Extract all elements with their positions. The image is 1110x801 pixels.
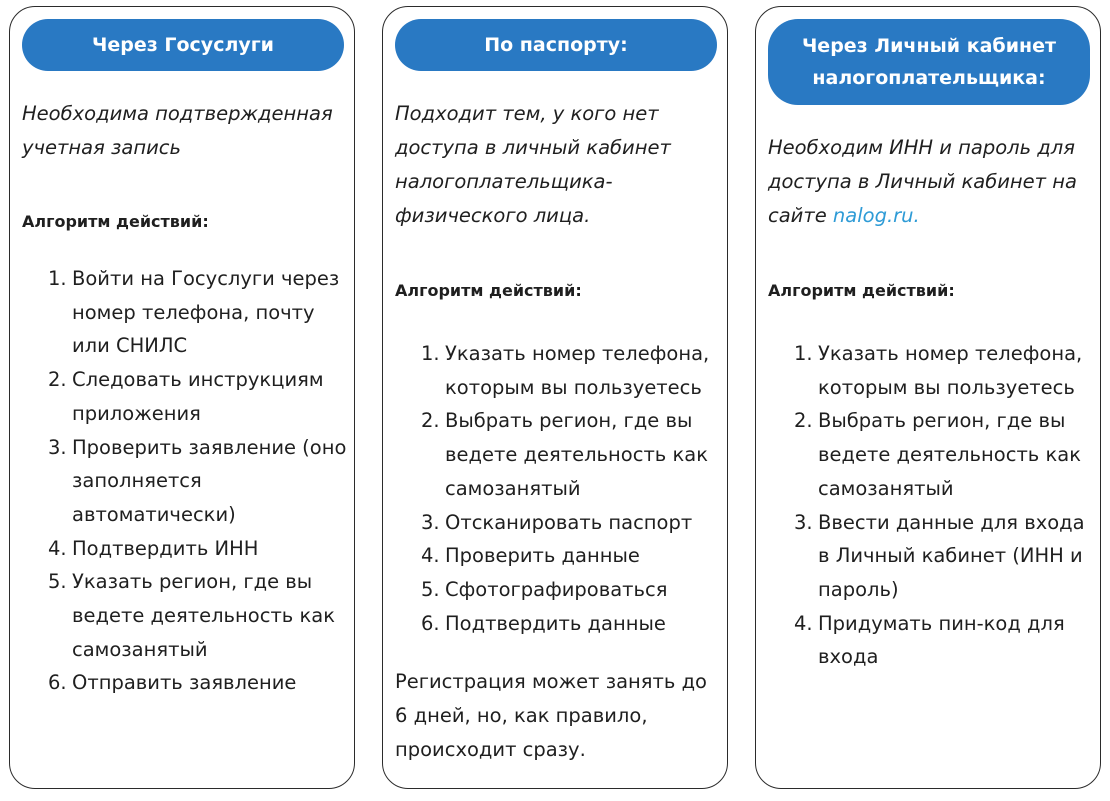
step-text: Указать номер телефона, которым вы пользуетесь	[818, 342, 1083, 399]
registration-note: Регистрация может занять до 6 дней, но, как правило, происходит сразу.	[395, 670, 707, 761]
step-item	[395, 506, 721, 540]
card-intro: Подходит тем, у кого нет доступа в личный кабинет налогоплательщика-физического лица.	[395, 102, 671, 227]
step-number: 2.	[48, 368, 67, 392]
step-text: Отправить заявление	[72, 671, 297, 695]
step-text: Войти на Госуслуги через номер телефона, почту или СНИЛС	[72, 267, 340, 358]
step-item	[22, 565, 348, 666]
step-text: Ввести данные для входа в Личный кабинет (ИНН и пароль)	[818, 510, 1085, 601]
step-number: 5.	[421, 577, 440, 601]
card-intro	[768, 131, 1094, 233]
step-number: 1.	[48, 267, 67, 290]
card-gosuslugi	[9, 6, 355, 789]
step-text: Следовать инструкциям приложения	[72, 368, 324, 425]
card-title-taxpayer-cabinet	[768, 19, 1090, 105]
steps-list	[768, 337, 1094, 674]
step-item	[768, 506, 1094, 607]
step-text: Указать регион, где вы ведете деятельность как самозанятый	[72, 570, 336, 661]
step-number: 3.	[794, 510, 813, 534]
step-text: Подтвердить ИНН	[72, 536, 259, 560]
nalog-link[interactable]: nalog.ru.	[832, 204, 920, 227]
step-item	[768, 607, 1094, 674]
card-title-text: Через Личный кабинет налогоплательщика:	[801, 35, 1057, 89]
step-number: 4.	[794, 611, 813, 635]
step-number: 6.	[421, 611, 440, 635]
card-intro-text: Необходим ИНН и пароль для доступа в Личный кабинет на сайте	[768, 136, 1077, 227]
card-title-gosuslugi	[22, 19, 344, 71]
step-item	[22, 666, 348, 700]
card-taxpayer-cabinet	[755, 6, 1101, 789]
step-text: Придумать пин-код для входа	[818, 611, 1065, 669]
step-text: Проверить заявление (оно заполняется автоматически)	[72, 435, 347, 526]
step-item	[768, 404, 1094, 505]
step-number: 4.	[421, 544, 440, 568]
card-title-passport	[395, 19, 717, 71]
step-item	[395, 573, 721, 607]
card-title-text: Через Госуслуги	[92, 34, 274, 56]
algorithm-label: Алгоритм действий:	[395, 281, 582, 300]
step-item	[395, 404, 721, 505]
step-item	[22, 262, 348, 363]
step-number: 4.	[48, 536, 67, 560]
step-number: 2.	[794, 409, 813, 433]
step-number: 1.	[421, 342, 440, 365]
step-number: 6.	[48, 671, 67, 695]
step-item	[22, 431, 348, 532]
step-text: Указать номер телефона, которым вы пользуетесь	[445, 342, 710, 399]
step-number: 2.	[421, 409, 440, 433]
card-passport	[382, 6, 728, 789]
algorithm-label: Алгоритм действий:	[22, 212, 209, 231]
step-item	[395, 337, 721, 404]
step-text: Подтвердить данные	[445, 611, 666, 635]
step-item	[22, 532, 348, 566]
card-intro: Необходима подтвержденная учетная запись	[22, 102, 333, 159]
step-number: 3.	[421, 510, 440, 534]
step-text: Проверить данные	[445, 544, 640, 568]
algorithm-label: Алгоритм действий:	[768, 281, 955, 300]
step-text: Отсканировать паспорт	[445, 510, 693, 534]
step-number: 5.	[48, 570, 67, 594]
step-item	[22, 363, 348, 430]
step-number: 1.	[794, 342, 813, 365]
step-item	[768, 337, 1094, 404]
card-title-text: По паспорту:	[484, 34, 628, 56]
step-text: Сфотографироваться	[445, 577, 668, 601]
step-text: Выбрать регион, где вы ведете деятельность как самозанятый	[818, 409, 1082, 500]
step-number: 3.	[48, 435, 67, 459]
step-item	[395, 607, 721, 641]
step-item	[395, 539, 721, 573]
steps-list	[395, 337, 721, 640]
step-text: Выбрать регион, где вы ведете деятельность как самозанятый	[445, 409, 709, 500]
steps-list	[22, 262, 348, 700]
